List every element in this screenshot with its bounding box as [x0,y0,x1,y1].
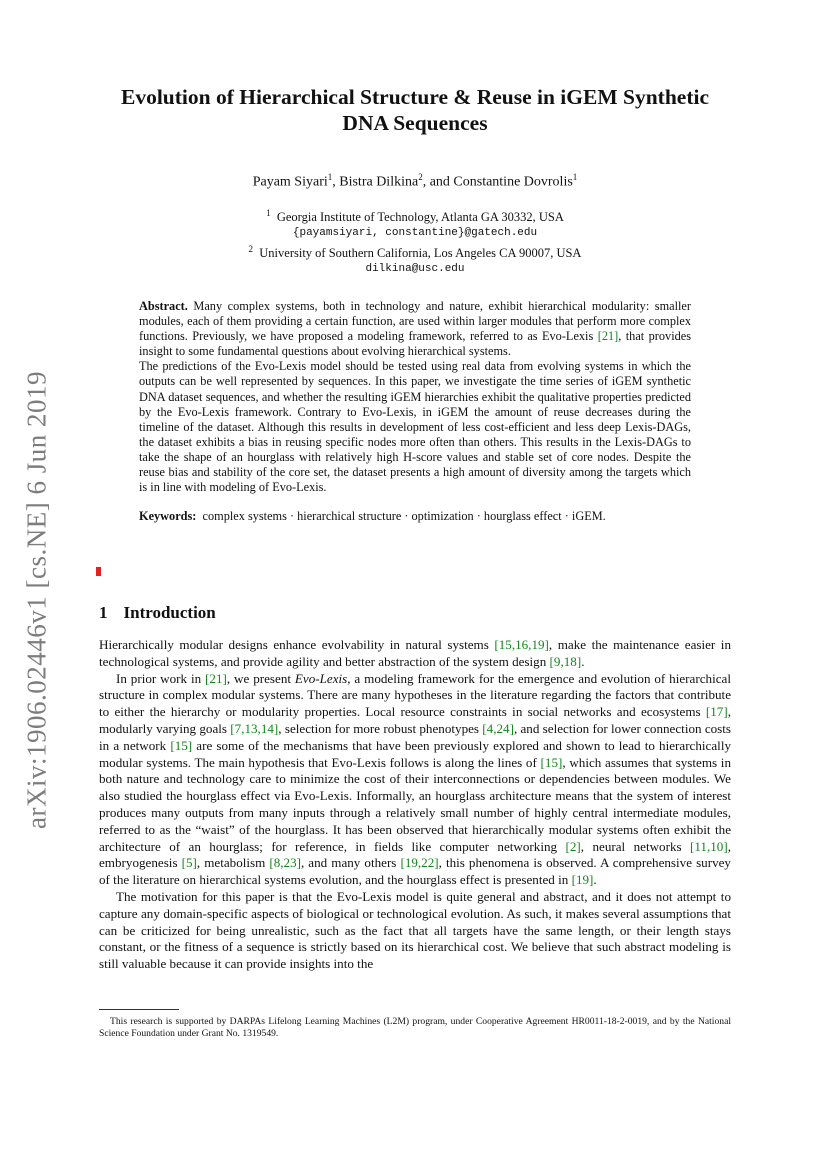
section-heading [99,603,216,623]
affil-mark: 1 [327,172,333,182]
keywords-label: Keywords: [139,509,197,524]
keywords [139,509,691,524]
citation-link[interactable]: [17] [705,704,728,720]
affiliation-email[interactable]: dilkina@usc.edu [365,262,465,275]
keywords-text: complex systems · hierarchical structure · optimization · hourglass effect · iGEM. [202,509,606,524]
footnote: This research is supported by DARPAs Lifelong Learning Machines (L2M) program, under Cooperative Agreement HR0011-18-2-0019, and by the National Science Foundation under Grant No. 1319549. [99,1016,731,1039]
text-run: . [593,872,597,888]
text-run: , this phenomena is observed. A comprehensive survey of the literature on hierarchical systems evolution, and the hourglass effect is presented in [99,855,731,888]
citation-link[interactable]: [21] [597,329,619,344]
text-run: , modularly varying goals [99,704,731,736]
affiliations [99,205,731,277]
arxiv-id: arXiv:1906.02446v1 [cs.NE] 6 Jun 2019 [21,371,52,829]
body-paragraph [99,671,731,889]
text-run: . [581,653,585,669]
text-run: , which assumes that systems in both nature and technology care to minimize the cost of their interconnections or dependencies between modules. We also studied the hourglass effect via Evo-Lexis. Informally, an hourglass architecture means that the system of interest produces many outputs from many inputs through a relatively small number of highly central intermediate modules, referred to as the “waist” of the hourglass. It has been observed that hierarchically modular systems often exhibit the architecture of an hourglass; for reference, in fields like computer networking [99,754,731,854]
text-run: , metabolism [196,855,270,871]
abstract-text: , that provides insight to some fundamental questions about evolving hierarchical systems. [139,329,691,359]
affil-mark: 2 [418,172,423,182]
citation-link[interactable]: [11,10] [690,838,728,854]
author-list: Payam Siyari$^1$, Bistra Dilkina$^2$, and Constantine Dovrolis$^1$ [252,172,578,190]
text-run: In prior work in [116,670,206,686]
paper-title: Evolution of Hierarchical Structure & Reuse in iGEM Synthetic DNA Sequences [120,85,710,135]
affiliation-name: Georgia Institute of Technology, Atlanta GA 30332, USA [276,209,564,224]
affil-mark: 1 [572,172,578,182]
abstract [139,299,691,495]
citation-link[interactable]: [15] [540,754,563,770]
body-text [99,637,731,973]
text-run: , we present [226,670,295,686]
citation-link[interactable]: [15,16,19] [494,637,549,652]
text-run: , neural networks [580,838,691,854]
citation-link[interactable]: [8,23] [269,855,301,871]
citation-link[interactable]: [15] [170,737,193,753]
red-marker [96,567,101,576]
citation-link[interactable]: [4,24] [482,720,514,736]
affiliation-name: University of Southern California, Los Angeles CA 90007, USA [259,245,582,260]
citation-link[interactable]: [21] [205,670,227,686]
section-number: 1 [99,603,108,622]
text-run: The motivation for this paper is that the Evo-Lexis model is quite general and abstract, and it does not attempt to capture any domain-specific aspects of biological or technological evolution. As such, it makes several assumptions that can be criticized for being unrealistic, such as the fact that all targets have the same length, or their length stays constant, or the fitness of a sequence is strictly based on its hierarchical cost. We believe that such abstract modeling is still valuable because it can provide insights into the [99,888,731,972]
footnote-rule [99,1009,179,1010]
text-run: are some of the mechanisms that have been previously explored and shown to lead to hierarchically modular systems. The main hypothesis that Evo-Lexis follows is along the lines of [99,737,732,770]
citation-link[interactable]: [9,18] [549,653,582,669]
author-name: Payam Siyari [252,174,328,190]
citation-link[interactable]: [7,13,14] [230,720,279,736]
body-paragraph [99,889,731,973]
affiliation-email[interactable]: {payamsiyari, constantine}@gatech.edu [292,226,538,239]
body-paragraph [99,637,731,671]
citation-link[interactable]: [19] [571,872,594,888]
abstract-text: The predictions of the Evo-Lexis model should be tested using real data from evolving systems in which the outputs can be well represented by sequences. In this paper, we investigate the time series of iGEM synthetic DNA dataset sequences, and whether the resulting iGEM hierarchies exhibit the qualitative properties predicted by the Evo-Lexis framework. Contrary to Evo-Lexis, in iGEM the amount of reuse decreases during the timeline of the dataset. Although this results in development of less cost-efficient and less deep Lexis-DAGs, the dataset exhibits a bias in reusing specific nodes more often than others. This results in the Lexis-DAGs to take the shape of an hourglass with relatively high H-score values and stable set of core nodes. Despite the reuse bias and stability of the core set, the dataset presents a high amount of diversity among the targets which is in line with modeling of Evo-Lexis. [139,359,691,495]
abstract-text: Many complex systems, both in technology and nature, exhibit hierarchical modularity: smaller modules, each of them providing a certain function, are used within larger modules that perform more complex functions. Previously, we have proposed a modeling framework, referred to as Evo-Lexis [139,298,691,344]
text-run: , and many others [300,855,401,871]
affil-mark: 1 [266,207,271,218]
author-name: Constantine Dovrolis [453,174,573,190]
page-header [99,84,731,524]
citation-link[interactable]: [5] [181,855,197,871]
section-title: Introduction [123,603,216,622]
author-name: Bistra Dilkina [339,174,419,190]
text-run: , and selection for lower connection costs in a network [99,720,732,753]
text-run: , make the maintenance easier in technological systems, and provide agility and better abstraction of the system design [99,637,731,669]
abstract-label: Abstract. [139,298,188,313]
text-run: Hierarchically modular designs enhance evolvability in natural systems [99,637,495,652]
citation-link[interactable]: [19,22] [400,855,439,871]
arxiv-stamp [12,360,62,840]
text-run: , a modeling framework for the emergence and evolution of hierarchical structure in complex modular systems. There are many hypotheses in the literature regarding the factors that contribute to either the hierarchy or modularity properties. Local resource constraints in social networks and ecosystems [99,670,731,720]
affil-mark: 2 [248,243,254,254]
text-run: , embryogenesis [99,838,731,871]
citation-link[interactable]: [2] [565,838,581,854]
emphasis-text: Evo-Lexis [294,670,348,686]
text-run: , selection for more robust phenotypes [278,720,483,736]
